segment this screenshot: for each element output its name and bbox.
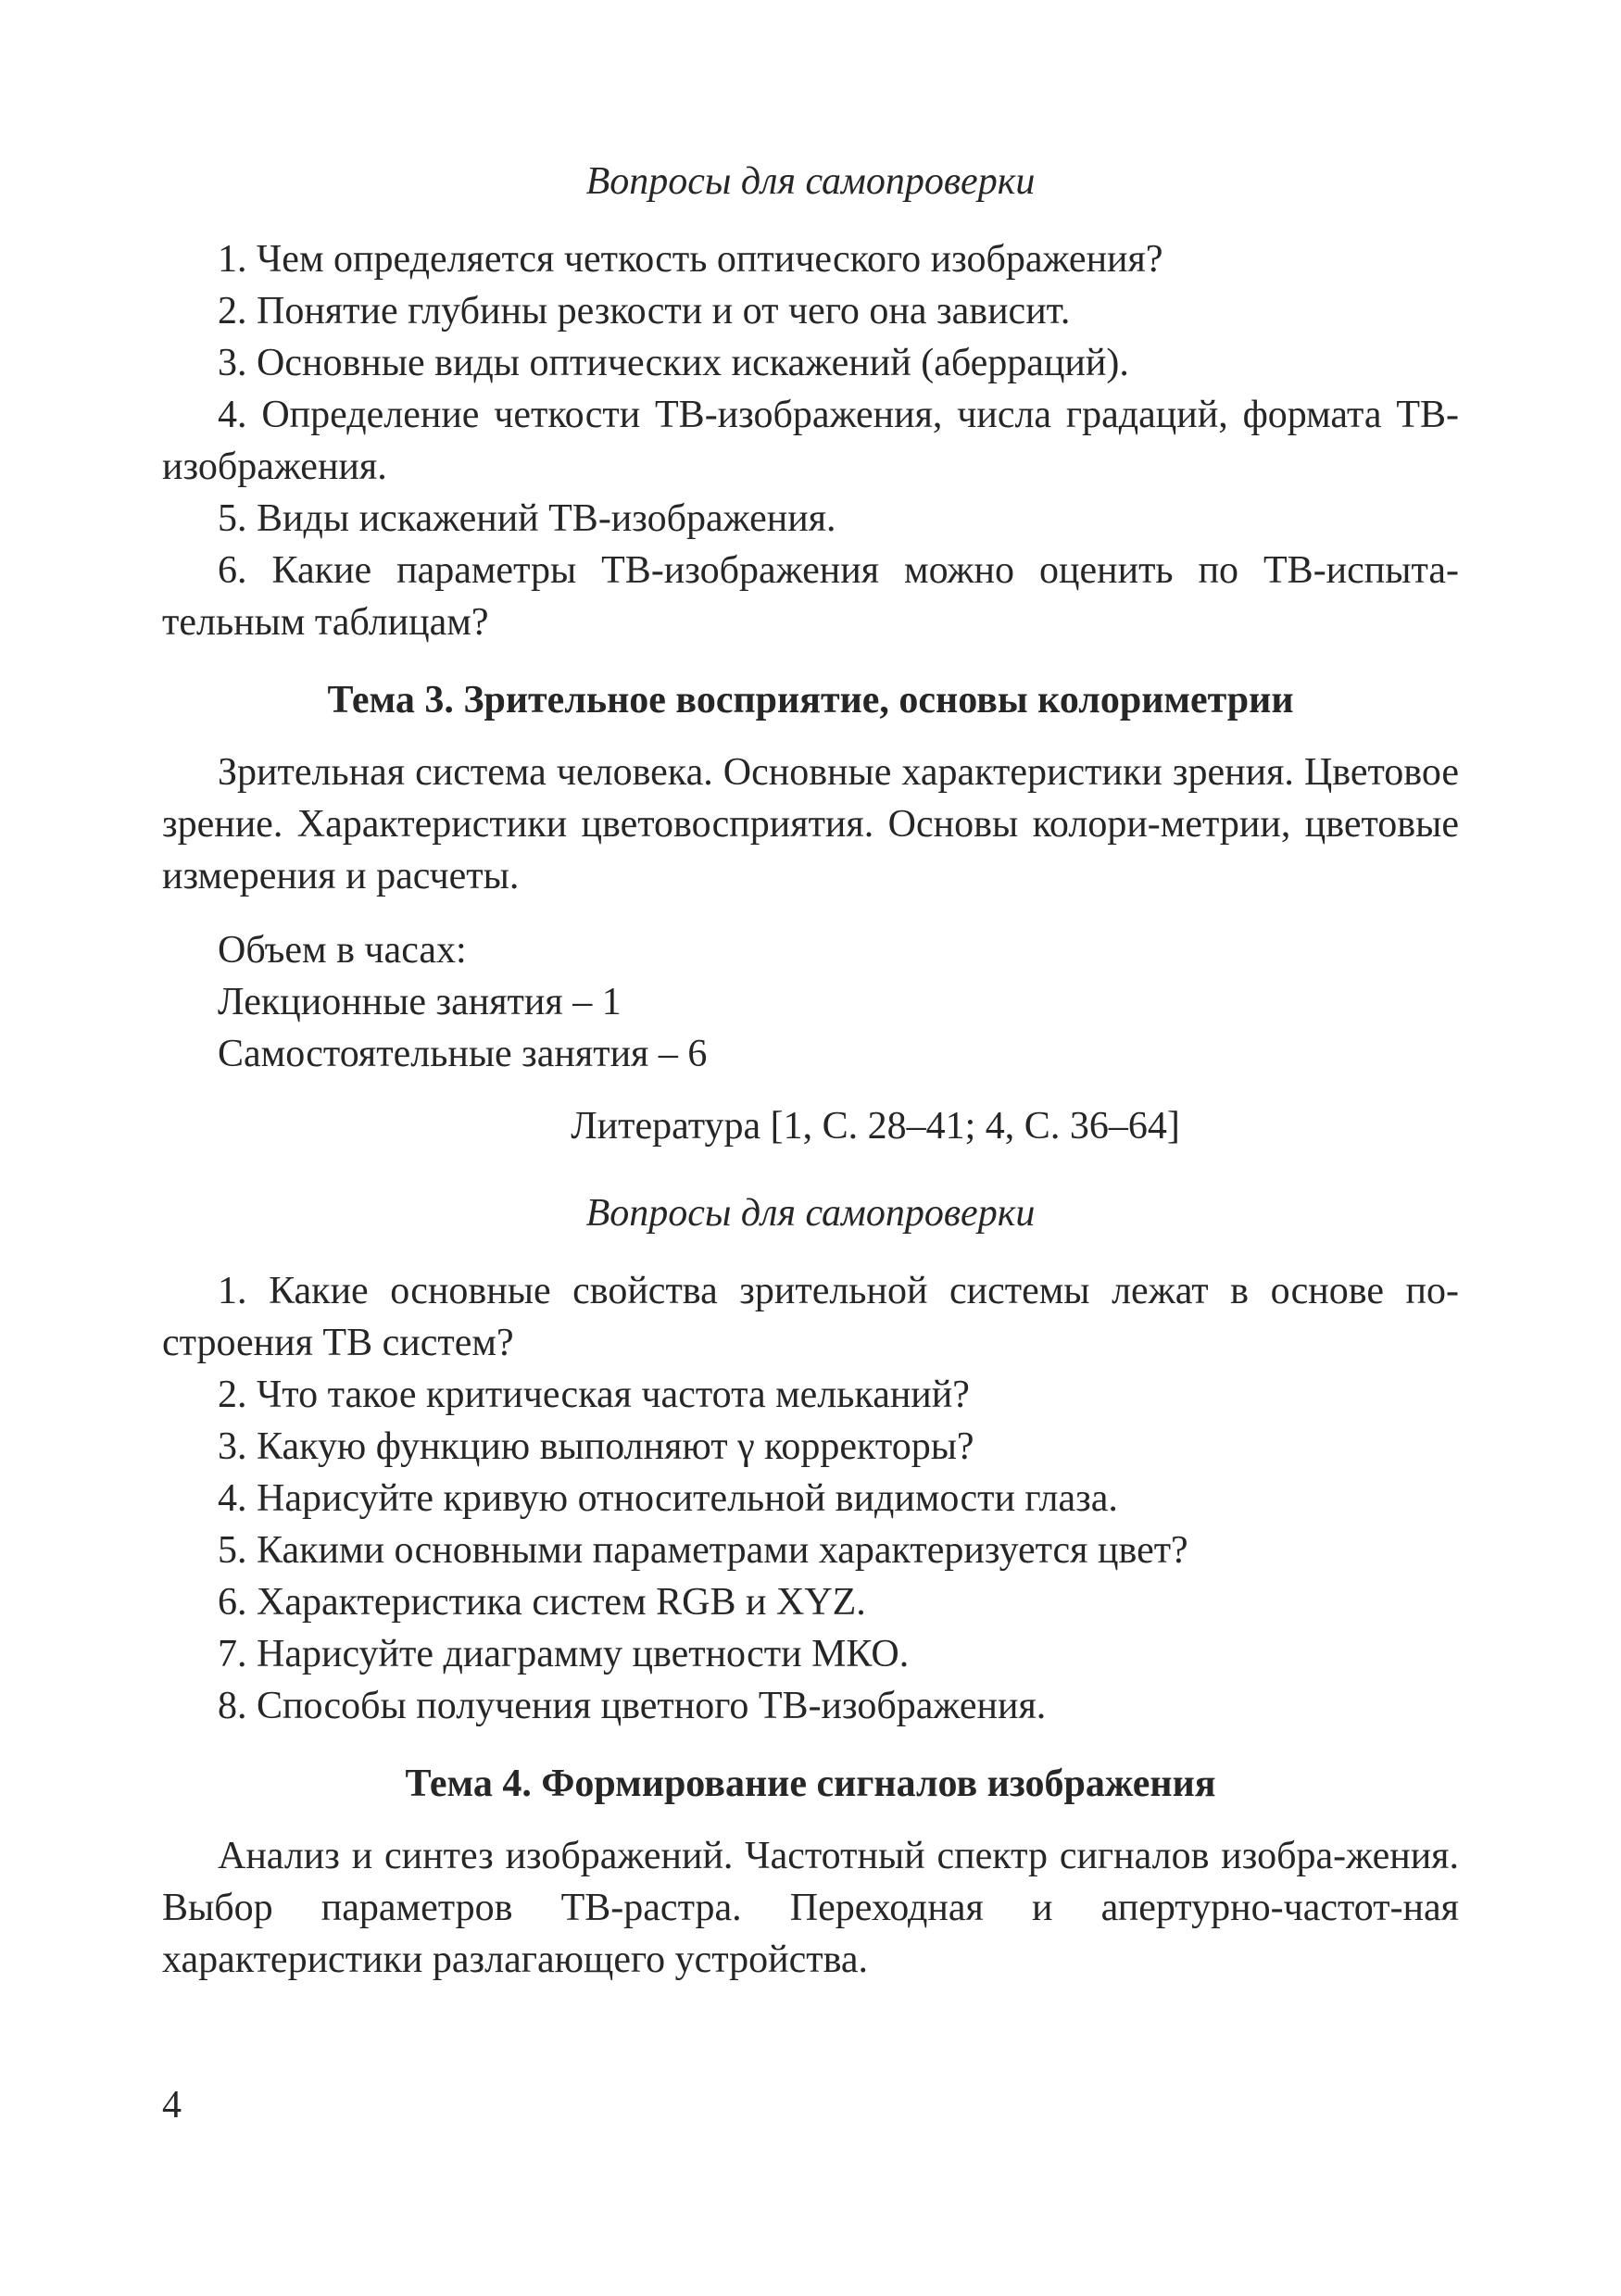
question-item: 4. Определение четкости ТВ-изображения, числа градаций, формата ТВ-изображения. (162, 394, 1459, 488)
question-item: 5. Какими основными параметрами характеризуется цвет? (218, 1529, 1188, 1572)
topic-4-description: Анализ и синтез изображений. Частотный спектр сигналов изобра-жения. Выбор параметров ТВ-растра. Переходная и апертурно-частот-ная характеристики разлагающего устройства. (162, 1835, 1459, 1981)
question-item: 6. Характеристика систем RGB и XYZ. (218, 1581, 866, 1624)
question-item: 4. Нарисуйте кривую относительной видимости глаза. (218, 1477, 1118, 1520)
question-item: 2. Что такое критическая частота мельканий? (218, 1374, 970, 1416)
topic-3-title: Тема 3. Зрительное восприятие, основы колориметрии (327, 679, 1294, 721)
question-item: 5. Виды искажений ТВ-изображения. (218, 497, 836, 540)
question-item: 1. Какие основные свойства зрительной системы лежат в основе по-строения ТВ систем? (162, 1270, 1459, 1364)
self-study-hours: Самостоятельные занятия – 6 (218, 1033, 708, 1075)
question-item: 7. Нарисуйте диаграмму цветности МКО. (218, 1633, 910, 1675)
topic-4-title: Тема 4. Формирование сигналов изображения (405, 1763, 1216, 1805)
lecture-hours: Лекционные занятия – 1 (218, 981, 622, 1023)
page-number: 4 (162, 2084, 182, 2127)
question-item: 6. Какие параметры ТВ-изображения можно оценить по ТВ-испыта-тельным таблицам? (162, 549, 1459, 644)
self-check-questions-list (162, 1265, 1459, 1732)
question-item: 8. Способы получения цветного ТВ-изображения. (218, 1685, 1047, 1727)
question-item: 1. Чем определяется четкость оптического изображения? (218, 238, 1163, 281)
self-check-heading: Вопросы для самопроверки (585, 1192, 1036, 1235)
hours-label: Объем в часах: (218, 929, 467, 972)
topic-3-description: Зрительная система человека. Основные характеристики зрения. Цветовое зрение. Характеристики цветовосприятия. Основы колори-метрии, цветовые измерения и расчеты. (162, 751, 1459, 897)
self-check-heading: Вопросы для самопроверки (585, 160, 1036, 203)
question-item: 2. Понятие глубины резкости и от чего она зависит. (218, 290, 1071, 332)
page-content (162, 156, 1459, 1986)
question-item: 3. Какую функцию выполняют γ корректоры? (218, 1425, 974, 1468)
literature-reference: Литература [1, С. 28–41; 4, С. 36–64] (571, 1105, 1180, 1148)
self-check-questions-list (162, 233, 1459, 648)
question-item: 3. Основные виды оптических искажений (аберраций). (218, 342, 1129, 384)
